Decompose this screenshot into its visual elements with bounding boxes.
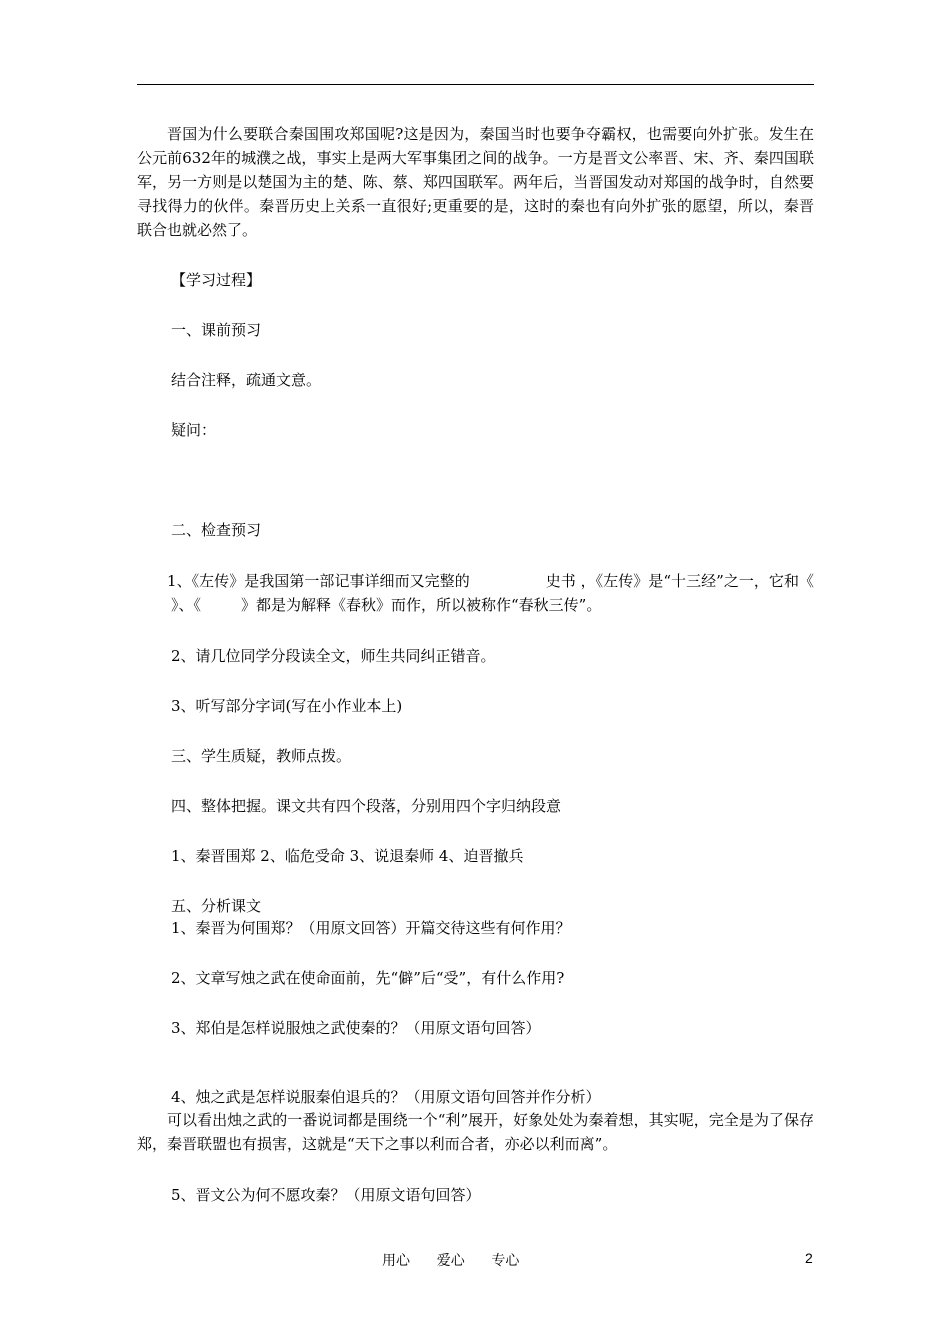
footer-motto: 用心 爱心 专心 bbox=[382, 1253, 520, 1269]
section-5-question-4: 4、烛之武是怎样说服秦伯退兵的？（用原文语句回答并作分析） bbox=[171, 1088, 601, 1106]
q1-part-a: 1、《左传》是我国第一部记事详细而又完整的 bbox=[167, 572, 470, 590]
intro-paragraph: 晋国为什么要联合秦国围攻郑国呢?这是因为，秦国当时也要争夺霸权，也需要向外扩张。发生在公元前632年的城濮之战，事实上是两大军事集团之间的战争。一方是晋文公率晋、宋、齐、秦四国联军，另一方则是以楚国为主的楚、陈、蔡、郑四国联军。两年后，当晋国发动对郑国的战争时，自然要寻找得力的伙伴。秦晋历史上关系一直很好;更重要的是，这时的秦也有向外扩张的愿望，所以，秦晋联合也就必然了。 bbox=[137, 125, 814, 239]
section-3-heading: 三、学生质疑，教师点拨。 bbox=[171, 747, 352, 765]
section-5-question-1: 1、秦晋为何围郑？（用原文回答）开篇交待这些有何作用？ bbox=[171, 919, 571, 937]
section-4-items: 1、秦晋围郑 2、临危受命 3、说退秦师 4、迫晋撤兵 bbox=[171, 847, 524, 865]
section-1-heading: 一、课前预习 bbox=[171, 321, 262, 339]
header-rule bbox=[137, 84, 814, 85]
section-2-question-3: 3、听写部分字词(写在小作业本上) bbox=[171, 697, 403, 715]
q1-part-c: 》、《 bbox=[171, 596, 202, 614]
section-5-question-3: 3、郑伯是怎样说服烛之武使秦的？（用原文语句回答） bbox=[171, 1019, 541, 1037]
section-4-heading: 四、整体把握。课文共有四个段落，分别用四个字归纳段意 bbox=[171, 797, 562, 815]
section-2-question-2: 2、请几位同学分段读全文，师生共同纠正错音。 bbox=[171, 647, 496, 665]
q1-part-d: 》都是为解释《春秋》而作，所以被称作“春秋三传”。 bbox=[241, 596, 602, 614]
section-1-item: 结合注释，疏通文意。 bbox=[171, 371, 322, 389]
q1-part-b: 史书 ，《左传》是“十三经”之一，它和《 bbox=[545, 572, 814, 590]
page-number: 2 bbox=[805, 1250, 813, 1266]
section-2-question-1 bbox=[137, 569, 814, 617]
section-5-heading: 五、分析课文 bbox=[171, 897, 262, 915]
section-2-heading: 二、检查预习 bbox=[171, 521, 262, 539]
section-5-analysis: 可以看出烛之武的一番说词都是围绕一个“利”展开，好象处处为秦着想，其实呢，完全是为了保存郑，秦晋联盟也有损害，这就是“天下之事以利而合者，亦必以利而离”。 bbox=[137, 1111, 814, 1153]
section-1-question: 疑问： bbox=[171, 421, 217, 439]
document-body bbox=[137, 122, 814, 1206]
process-heading: 【学习过程】 bbox=[171, 271, 262, 289]
section-5-question-2: 2、文章写烛之武在使命面前，先“僻”后“受”，有什么作用? bbox=[171, 969, 565, 987]
section-5-question-5: 5、晋文公为何不愿攻秦？（用原文语句回答） bbox=[171, 1186, 481, 1204]
